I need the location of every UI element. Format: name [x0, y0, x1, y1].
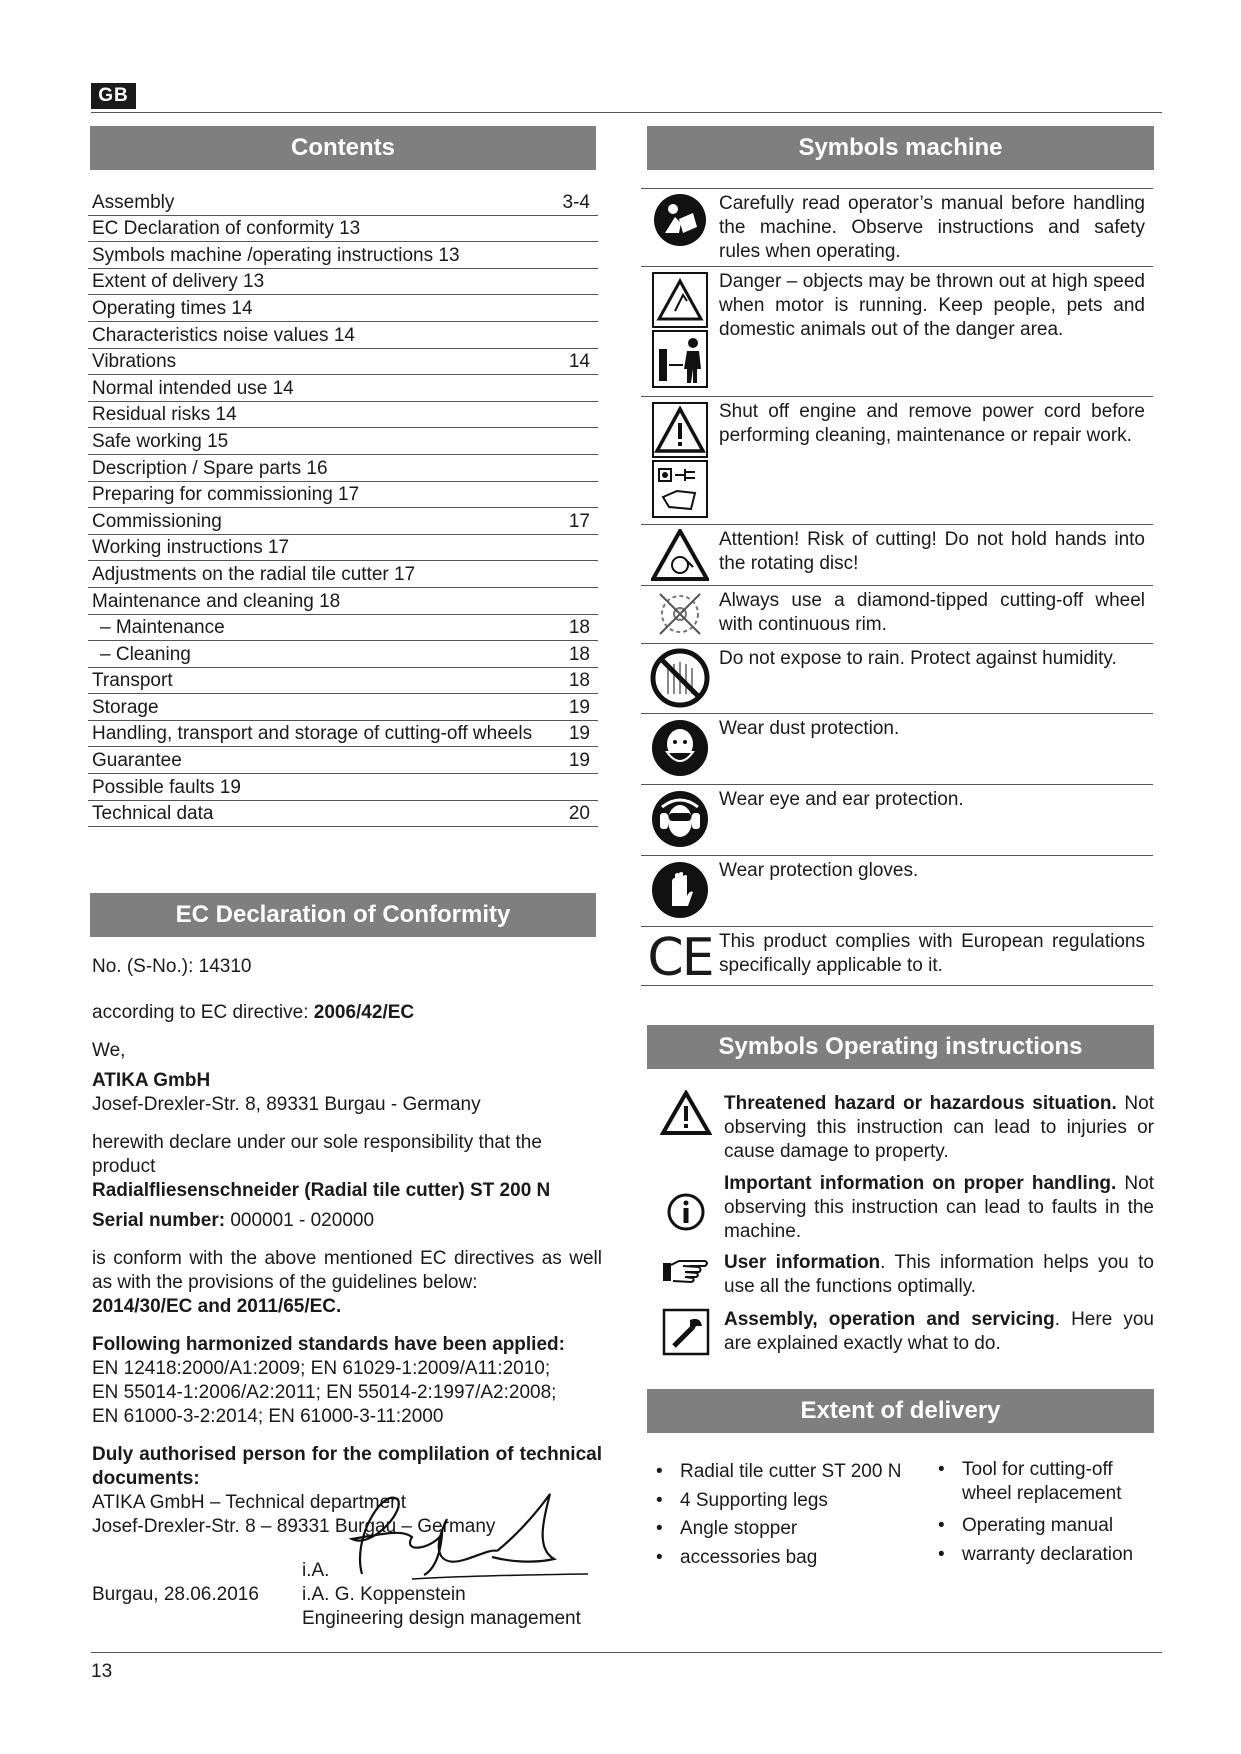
no-rain-icon [641, 644, 719, 713]
toc-row: Residual risks 14 [88, 402, 598, 429]
serial-number-line: Serial number: 000001 - 020000 [92, 1210, 375, 1231]
ia-label: i.A. [302, 1560, 330, 1581]
symbol-row: Wear protection gloves. [641, 855, 1153, 926]
table-of-contents [88, 189, 598, 827]
symbols-operating-heading: Symbols Operating instructions [647, 1025, 1154, 1069]
company-address: Josef-Drexler-Str. 8, 89331 Burgau - Germany [92, 1094, 481, 1115]
toc-row: Vibrations 14 [88, 349, 598, 376]
we-line: We, [92, 1040, 126, 1061]
extent-of-delivery-heading: Extent of delivery [647, 1389, 1154, 1433]
hazard-triangle-icon [648, 1092, 724, 1172]
info-circle-icon [648, 1172, 724, 1251]
list-item: • accessories bag [650, 1544, 920, 1573]
signatory-role: Engineering design management [302, 1608, 581, 1629]
toc-row: Guarantee 19 [88, 747, 598, 774]
pointing-hand-icon [648, 1251, 724, 1308]
ce-mark-icon: CE [647, 928, 713, 988]
symbol-row: Wear dust protection. [641, 713, 1153, 784]
toc-row: – Maintenance 18 [88, 615, 598, 642]
signature-block [92, 1560, 612, 1647]
page-number: 13 [91, 1661, 113, 1682]
toc-row: Transport 18 [88, 668, 598, 695]
gloves-icon [641, 856, 719, 926]
toc-row: Technical data 20 [88, 801, 598, 828]
toc-row: Characteristics noise values 14 [88, 322, 598, 349]
product-name: Radialfliesenschneider (Radial tile cutter) ST 200 N [92, 1180, 551, 1201]
toc-row: Adjustments on the radial tile cutter 17 [88, 561, 598, 588]
thrown-objects-warning-icon [641, 267, 719, 396]
toc-row: Possible faults 19 [88, 774, 598, 801]
symbol-row: Always use a diamond-tipped cutting-off wheel with continuous rim. [641, 585, 1153, 643]
directive-line: according to EC directive: 2006/42/EC [92, 1002, 415, 1023]
toc-row: Preparing for commissioning 17 [88, 482, 598, 509]
list-item: • Radial tile cutter ST 200 N [650, 1458, 920, 1487]
toc-row: Maintenance and cleaning 18 [88, 588, 598, 615]
standard-line: EN 61000-3-2:2014; EN 61000-3-11:2000 [92, 1406, 444, 1427]
symbols-machine-table [641, 188, 1153, 986]
conform-text: is conform with the above mentioned EC directives as well as with the provisions of the guidelines below: [92, 1248, 602, 1293]
delivery-list-left [650, 1458, 920, 1572]
read-manual-icon [641, 189, 719, 266]
delivery-list-right [932, 1458, 1162, 1569]
signature-icon [292, 1479, 592, 1589]
authorised-line: Josef-Drexler-Str. 8 – 89331 Burgau – Germany [92, 1516, 496, 1537]
toc-row: Commissioning 17 [88, 508, 598, 535]
standard-line: EN 12418:2000/A1:2009; EN 61029-1:2009/A11:2010; [92, 1358, 551, 1379]
toc-row: Working instructions 17 [88, 535, 598, 562]
list-item: • 4 Supporting legs [650, 1487, 920, 1516]
toc-row: Safe working 15 [88, 428, 598, 455]
symbol-row: Wear eye and ear protection. [641, 784, 1153, 855]
standard-line: EN 55014-1:2006/A2:2011; EN 55014-2:1997/A2:2008; [92, 1382, 557, 1403]
toc-row: Extent of delivery 13 [88, 269, 598, 296]
cutting-hazard-icon [641, 525, 719, 585]
footer-rule [91, 1652, 1162, 1653]
symbol-row: Danger – objects may be thrown out at high speed when motor is running. Keep people, pets and domestic animals out of the danger area. [641, 266, 1153, 396]
serial-no-line: No. (S-No.): 14310 [92, 956, 252, 977]
symbol-row: Attention! Risk of cutting! Do not hold hands into the rotating disc! [641, 524, 1153, 585]
symbol-row: CE This product complies with European regulations specifically applicable to it. [641, 926, 1153, 986]
toc-row: Handling, transport and storage of cutting-off wheels 19 [88, 721, 598, 748]
list-item: • Tool for cutting-off wheel replacement [932, 1458, 1162, 1506]
place-date: Burgau, 28.06.2016 [92, 1584, 259, 1605]
ec-declaration-heading: EC Declaration of Conformity [90, 893, 596, 937]
diamond-wheel-icon [641, 586, 719, 643]
toc-row: Storage 19 [88, 694, 598, 721]
toc-row: EC Declaration of conformity 13 [88, 216, 598, 243]
symbol-row: Carefully read operator’s manual before handling the machine. Observe instructions and safety rules when operating. [641, 188, 1153, 266]
list-item: • Operating manual [932, 1512, 1162, 1541]
toc-row: Description / Spare parts 16 [88, 455, 598, 482]
symbols-machine-heading: Symbols machine [647, 126, 1154, 170]
toc-row: Symbols machine /operating instructions 13 [88, 242, 598, 269]
standards-heading: Following harmonized standards have been applied: [92, 1334, 565, 1355]
wrench-icon [648, 1308, 724, 1364]
toc-row: – Cleaning 18 [88, 641, 598, 668]
dust-mask-icon [641, 714, 719, 784]
company-name: ATIKA GmbH [92, 1070, 211, 1091]
symbol-row: Do not expose to rain. Protect against humidity. [641, 643, 1153, 713]
toc-row: Assembly 3-4 [88, 189, 598, 216]
guidelines: 2014/30/EC and 2011/65/EC. [92, 1296, 342, 1317]
toc-row: Operating times 14 [88, 295, 598, 322]
ec-declaration-body [92, 955, 602, 1539]
operating-symbol-row: User information. This information helps you to use all the functions optimally. [648, 1251, 1154, 1308]
eye-ear-protection-icon [641, 785, 719, 855]
symbols-operating-list [648, 1092, 1154, 1364]
signatory: i.A. G. Koppenstein [302, 1584, 466, 1605]
language-badge: GB [91, 83, 136, 109]
authorised-heading: Duly authorised person for the complilation of technical documents: [92, 1444, 602, 1489]
toc-row: Normal intended use 14 [88, 375, 598, 402]
unplug-before-maintenance-icon [641, 397, 719, 524]
contents-heading: Contents [90, 126, 596, 170]
symbol-row: Shut off engine and remove power cord before performing cleaning, maintenance or repair work. [641, 396, 1153, 524]
list-item: • warranty declaration [932, 1541, 1162, 1570]
authorised-line: ATIKA GmbH – Technical department [92, 1492, 407, 1513]
header-rule [91, 112, 1162, 113]
operating-symbol-row: Important information on proper handling. Not observing this instruction can lead to faults in the machine. [648, 1172, 1154, 1251]
declare-line: herewith declare under our sole responsibility that the product [92, 1132, 542, 1177]
operating-symbol-row: Assembly, operation and servicing. Here you are explained exactly what to do. [648, 1308, 1154, 1364]
operating-symbol-row: Threatened hazard or hazardous situation. Not observing this instruction can lead to injuries or cause damage to property. [648, 1092, 1154, 1172]
list-item: • Angle stopper [650, 1515, 920, 1544]
